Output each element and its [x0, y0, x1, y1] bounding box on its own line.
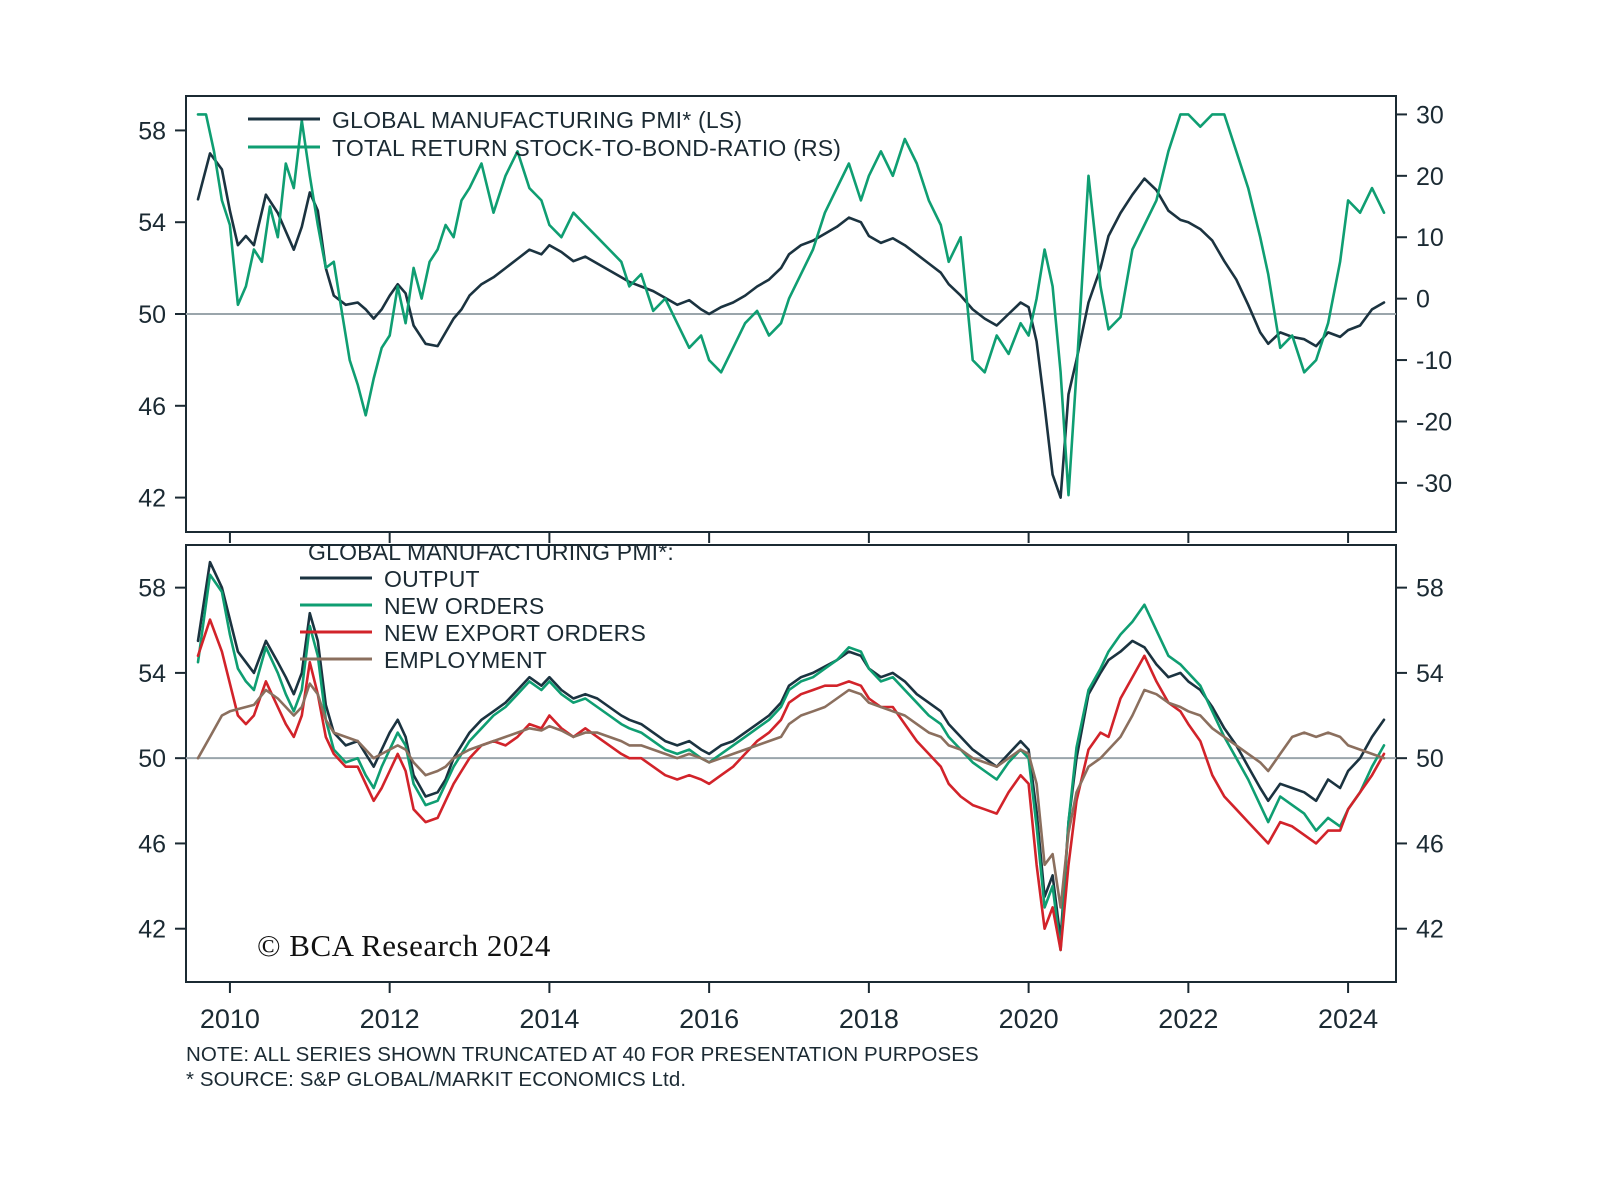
series-line	[198, 562, 1384, 939]
svg-text:58: 58	[1416, 574, 1444, 603]
legend-total-return-stock-to-bond-ratio: TOTAL RETURN STOCK-TO-BOND-RATIO (RS)	[332, 135, 842, 161]
svg-text:0: 0	[1416, 285, 1430, 314]
copyright-label: © BCA Research 2024	[257, 928, 551, 963]
legend-new-export-orders: NEW EXPORT ORDERS	[384, 620, 646, 646]
svg-text:54: 54	[1416, 659, 1444, 688]
legend-output: OUTPUT	[384, 566, 480, 592]
svg-text:2022: 2022	[1158, 1004, 1219, 1034]
legend-global-manufacturing-pmi: GLOBAL MANUFACTURING PMI* (LS)	[332, 107, 743, 133]
svg-text:2012: 2012	[359, 1004, 420, 1034]
svg-text:-10: -10	[1416, 347, 1453, 376]
svg-text:-30: -30	[1416, 469, 1453, 498]
legend-new-orders: NEW ORDERS	[384, 593, 545, 619]
svg-text:-20: -20	[1416, 408, 1453, 437]
svg-text:46: 46	[1416, 830, 1444, 859]
svg-text:42: 42	[138, 915, 166, 944]
svg-text:2016: 2016	[679, 1004, 740, 1034]
note-line-1: NOTE: ALL SERIES SHOWN TRUNCATED AT 40 FOR PRESENTATION PURPOSES	[186, 1043, 979, 1066]
svg-text:42: 42	[138, 484, 166, 513]
svg-text:10: 10	[1416, 224, 1444, 253]
svg-text:54: 54	[138, 209, 166, 238]
svg-text:20: 20	[1416, 162, 1444, 191]
svg-text:2024: 2024	[1318, 1004, 1379, 1034]
svg-text:50: 50	[138, 745, 166, 774]
bottom-legend-title: GLOBAL MANUFACTURING PMI*:	[308, 539, 675, 565]
legend-employment: EMPLOYMENT	[384, 647, 548, 673]
svg-text:2020: 2020	[998, 1004, 1059, 1034]
svg-text:2010: 2010	[199, 1004, 260, 1034]
svg-text:54: 54	[138, 659, 166, 688]
svg-text:42: 42	[1416, 915, 1444, 944]
svg-text:46: 46	[138, 830, 166, 859]
svg-text:58: 58	[138, 117, 166, 146]
svg-text:50: 50	[1416, 745, 1444, 774]
note-line-2: * SOURCE: S&P GLOBAL/MARKIT ECONOMICS Ltd.	[186, 1068, 687, 1091]
svg-text:46: 46	[138, 392, 166, 421]
svg-text:2014: 2014	[519, 1004, 580, 1034]
svg-text:50: 50	[138, 301, 166, 329]
svg-text:2018: 2018	[838, 1004, 899, 1034]
svg-text:30: 30	[1416, 101, 1444, 130]
svg-text:58: 58	[138, 574, 166, 603]
